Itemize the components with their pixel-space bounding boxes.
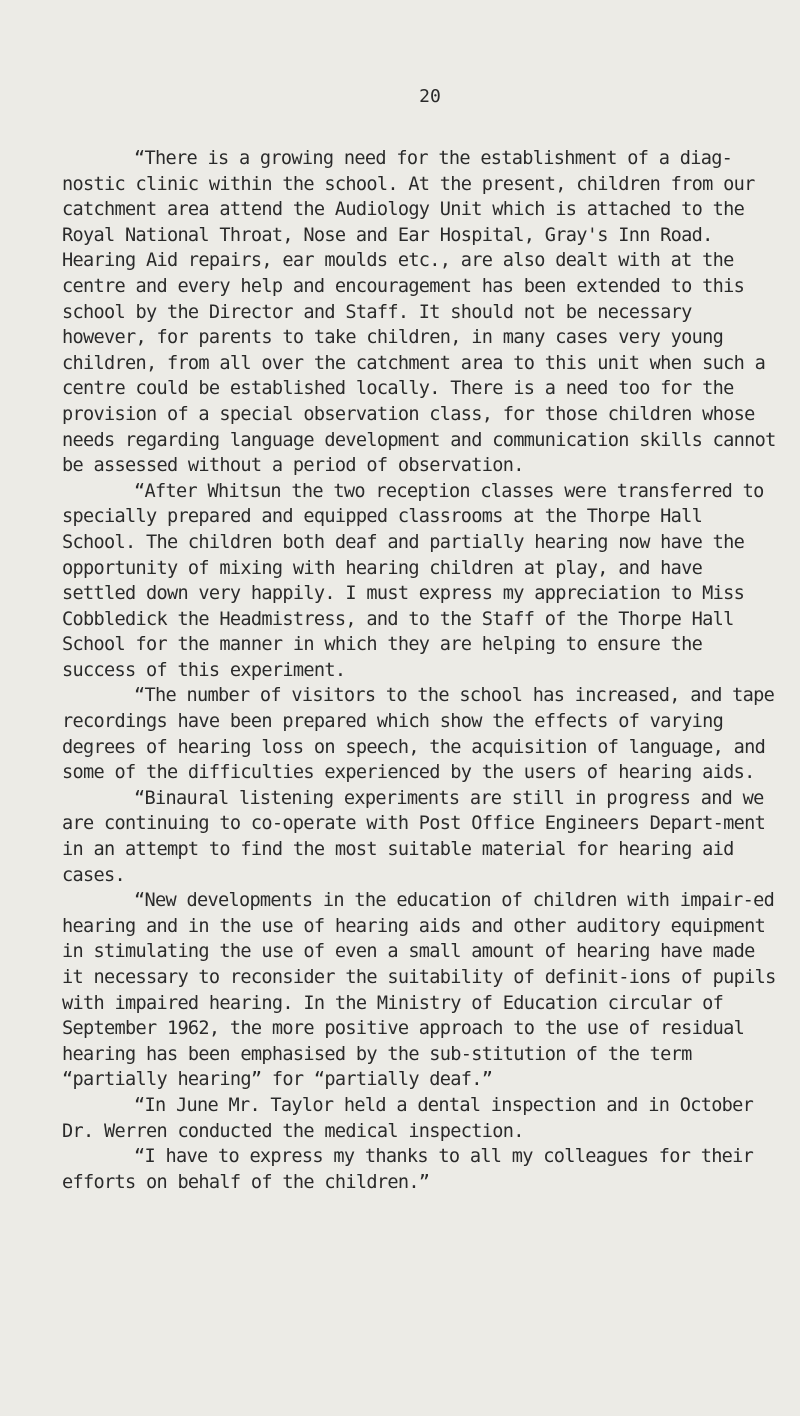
- page-number: 20: [419, 86, 441, 107]
- paragraph-inspections: “In June Mr. Taylor held a dental inspection and in October Dr. Werren conducted the medical inspection.: [62, 1094, 754, 1142]
- paragraph-thanks: “I have to express my thanks to all my colleagues for their efforts on behalf of the children.”: [62, 1146, 754, 1193]
- paragraph-new-developments: “New developments in the education of children with impair-ed hearing and in the use of hearing aids and other auditory equipment in stimulating the use of even a small amount of hearing have made it necessary to reconsider the suitability of definit-ions of pupils with impaired hearing. In the Ministry of Education circular of September 1962, the more positive approach to the use of residual hearing has been emphasised by the sub-stitution of the term “partially hearing” for “partially deaf.”: [62, 890, 776, 1091]
- paragraph-reception-classes: “After Whitsun the two reception classes were transferred to specially prepared and equipped classrooms at the Thorpe Hall School. The children both deaf and partially hearing now have the opportunity of mixing with hearing children at play, and have settled down very happily. I must express my appreciation to Miss Cobbledick the Headmistress, and to the Staff of the Thorpe Hall School for the manner in which they are helping to ensure the success of this experiment.: [62, 480, 764, 681]
- paragraph-visitors: “The number of visitors to the school has increased, and tape recordings have been prepared which show the effects of varying degrees of hearing loss on speech, the acquisition of language, and some of the difficulties experienced by the users of hearing aids.: [62, 685, 775, 784]
- paragraph-binaural-listening: “Binaural listening experiments are still in progress and we are continuing to co-operate with Post Office Engineers Depart-ment in an attempt to find the most suitable material for hearing aid cases.: [62, 787, 766, 886]
- paragraph-diagnostic-clinic: “There is a growing need for the establishment of a diag-nostic clinic within the school. At the present, children from our catchment area attend the Audiology Unit which is attached to the Royal National Throat, Nose and Ear Hospital, Gray's Inn Road. Hearing Aid repairs, ear moulds etc., are also dealt with at the centre and every help and encouragement has been extended to this school by the Director and Staff. It should not be necessary however, for parents to take children, in many cases very young children, from all over the catchment area to this unit when such a centre could be established locally. There is a need too for the provision of a special observation class, for those children whose needs regarding language development and communication skills cannot be assessed without a period of observation.: [62, 148, 776, 477]
- body-text: [62, 146, 782, 1195]
